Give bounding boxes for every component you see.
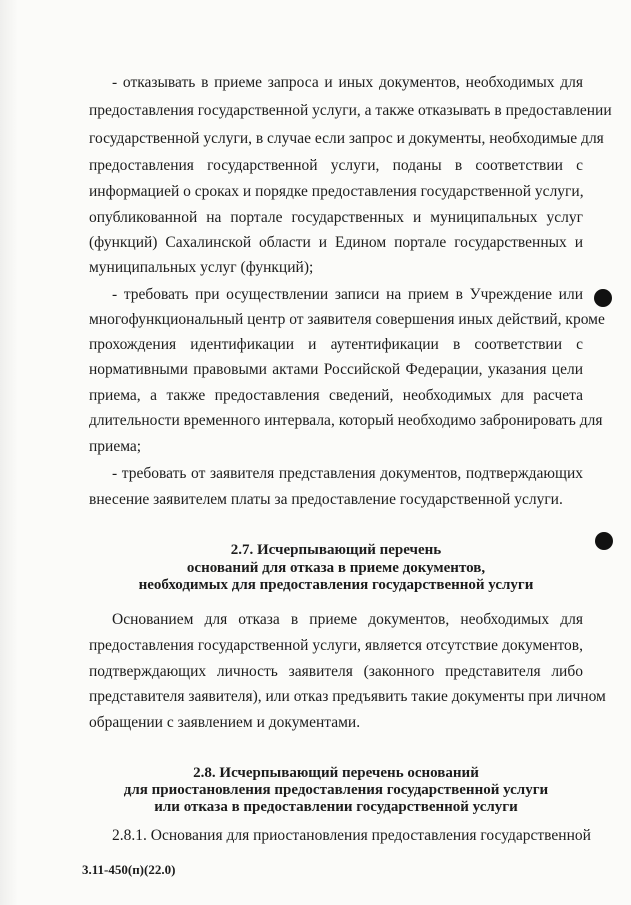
paragraph-2-line-1: - требовать при осуществлении записи на прием в Учреждение или: [112, 286, 583, 303]
paragraph-1-line-2: предоставления государственной услуги, а также отказывать в предоставлении: [89, 102, 612, 119]
paragraph-1-line-5: информацией о сроках и порядке предоставления государственной услуги,: [89, 183, 584, 200]
punch-hole-bottom: [595, 532, 613, 550]
paragraph-4-line-5: обращении с заявлением и документами.: [89, 714, 361, 731]
section-2-7-heading-line-3: необходимых для предоставления государственной услуги: [138, 577, 534, 593]
paragraph-4-line-2: предоставления государственной услуги, является отсутствие документов,: [89, 637, 583, 654]
paragraph-2-line-5: приема, а также предоставления сведений, необходимых для расчета: [89, 387, 583, 404]
paragraph-4-line-4: представителя заявителя), или отказ предъявить такие документы при личном: [89, 688, 606, 705]
paragraph-1-line-4: предоставления государственной услуги, поданы в соответствии с: [89, 157, 583, 174]
paragraph-3-line-1: - требовать от заявителя представления документов, подтверждающих: [112, 465, 583, 482]
section-2-7-heading-line-2: оснований для отказа в приеме документов,: [186, 560, 486, 576]
paragraph-1-line-7: (функций) Сахалинской области и Едином портале государственных и: [89, 234, 583, 251]
paragraph-2-line-7: приема;: [89, 438, 142, 455]
paragraph-5-line-1: 2.8.1. Основания для приостановления предоставления государственной: [112, 827, 591, 844]
paragraph-2-line-3: прохождения идентификации и аутентификации в соответствии с: [89, 336, 583, 353]
document-footer-code: 3.11-450(п)(22.0): [82, 862, 176, 877]
paragraph-2-line-2: многофункциональный центр от заявителя совершения иных действий, кроме: [89, 311, 605, 328]
section-2-8-heading-line-3: или отказа в предоставлении государственной услуги: [154, 799, 518, 815]
paragraph-4-line-1: Основанием для отказа в приеме документов, необходимых для: [112, 611, 583, 628]
scan-edge-shadow: [0, 0, 18, 905]
paragraph-1-line-3: государственной услуги, в случае если запрос и документы, необходимые для: [89, 130, 604, 147]
paragraph-1-line-1: - отказывать в приеме запроса и иных документов, необходимых для: [112, 74, 583, 91]
paragraph-4-line-3: подтверждающих личность заявителя (законного представителя либо: [89, 663, 583, 680]
paragraph-2-line-6: длительности временного интервала, который необходимо забронировать для: [89, 412, 603, 429]
punch-hole-top: [594, 289, 612, 307]
section-2-8-heading-line-2: для приостановления предоставления государственной услуги: [123, 782, 549, 798]
paragraph-2-line-4: нормативными правовыми актами Российской Федерации, указания цели: [89, 361, 583, 378]
paragraph-1-line-8: муниципальных услуг (функций);: [89, 259, 314, 276]
paragraph-1-line-6: опубликованной на портале государственных и муниципальных услуг: [89, 209, 583, 226]
section-2-7-heading-line-1: 2.7. Исчерпывающий перечень: [230, 542, 442, 558]
section-2-8-heading-line-1: 2.8. Исчерпывающий перечень оснований: [193, 765, 479, 781]
paragraph-3-line-2: внесение заявителем платы за предоставление государственной услуги.: [89, 491, 563, 508]
